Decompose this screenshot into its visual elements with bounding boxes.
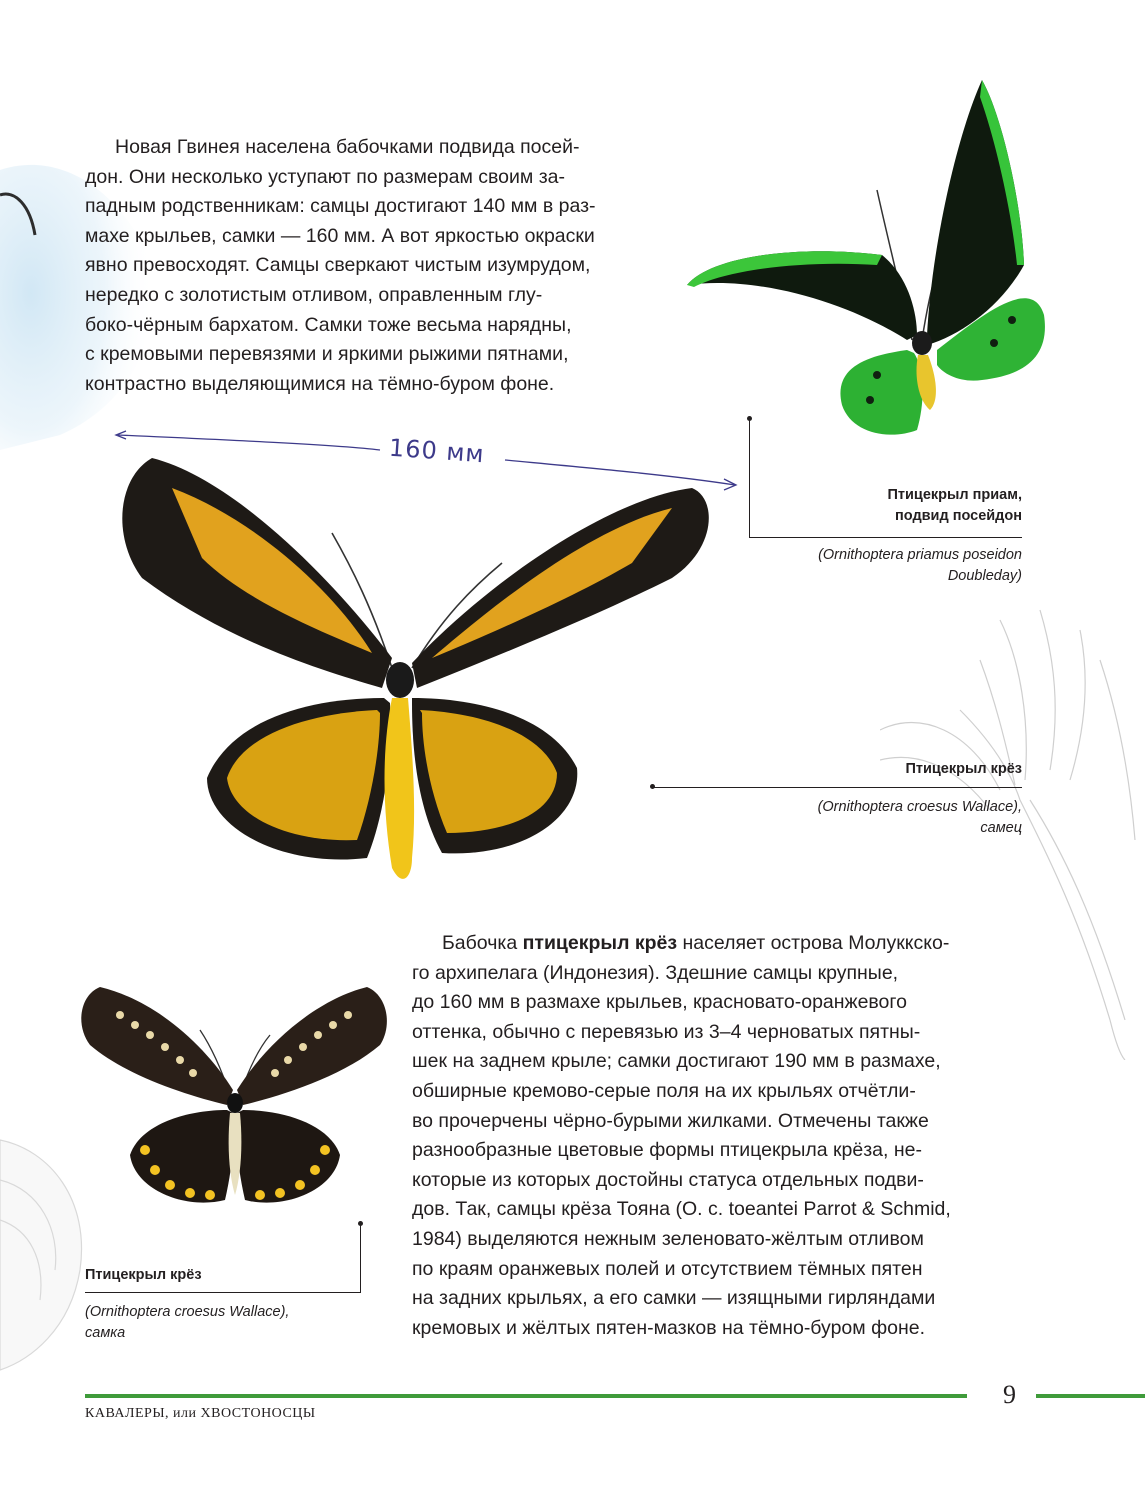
paragraph-line: во прочерчены чёрно-бурыми жилками. Отмечены также [412,1109,929,1132]
paragraph-line: которые из которых достойны статуса отдельных подви- [412,1168,924,1191]
paragraph-line: обширные кремово-серые поля на их крыльях отчётли- [412,1079,916,1102]
paragraph-line: кремовых и жёлтых пятен-мазков на тёмно-буром фоне. [412,1316,926,1339]
paragraph-line: боко-чёрным бархатом. Самки тоже весьма нарядны, [85,313,572,336]
caption-croesus-female-latin [85,1302,365,1344]
priam-butterfly-photo [682,75,1052,445]
caption-latin: (Ornithoptera priamus poseidon [818,547,1022,563]
paragraph-line: до 160 мм в размахе крыльев, красновато-оранжевого [412,991,907,1014]
footer-rule-left [85,1394,967,1398]
caption-priam-latin [750,545,1022,587]
caption-underline [85,1292,361,1293]
croesus-male-butterfly-photo [112,448,722,888]
caption-latin: самец [980,820,1022,836]
paragraph-line: дон. Они несколько уступают по размерам своим за- [85,165,566,188]
paragraph-line: 1984) выделяются нежным зеленовато-жёлтым отливом [412,1227,924,1250]
paragraph-line: махе крыльев, самки — 160 мм. А вот яркостью окраски [85,224,595,247]
paragraph-priam [85,133,669,399]
caption-title: подвид посейдон [895,508,1022,524]
wingspan-measure-label: 160 мм [388,433,486,469]
paragraph-line: разнообразные цветовые формы птицекрыла крёза, не- [412,1139,922,1162]
running-footer-section: КАВАЛЕРЫ, или ХВОСТОНОСЦЫ [85,1406,316,1421]
caption-title: Птицекрыл приам, [887,487,1022,503]
caption-croesus-female-title: Птицекрыл крёз [85,1267,202,1283]
caption-underline [652,787,1022,788]
paragraph-line: на задних крыльях, а его самки — изящными гирляндами [412,1287,936,1310]
paragraph-line: с кремовыми перевязями и яркими рыжими пятнами, [85,343,569,366]
page-number: 9 [1003,1380,1016,1409]
caption-latin: Doubleday) [947,568,1022,584]
caption-pointer-line [360,1224,361,1293]
caption-latin: (Ornithoptera croesus Wallace), [817,799,1022,815]
caption-croesus-male-latin [700,797,1022,839]
paragraph-line: явно превосходят. Самцы сверкают чистым изумрудом, [85,254,591,277]
caption-priam [750,485,1022,527]
paragraph-line: Новая Гвинея населена бабочками подвида посей- [115,136,580,158]
caption-latin: (Ornithoptera croesus Wallace), [85,1304,290,1320]
paragraph-line: дов. Так, самцы крёза Тояна (O. c. toeantei Parrot & Schmid, [412,1198,951,1221]
caption-underline [749,537,1022,538]
paragraph-line: Бабочка птицекрыл крёз населяет острова Молуккско- [442,932,950,954]
paragraph-line: нередко с золотистым отливом, оправленным глу- [85,283,543,306]
highlighted-term: птицекрыл крёз [522,932,678,954]
paragraph-line: контрастно выделяющимися на тёмно-буром фоне. [85,372,555,395]
caption-latin: самка [85,1325,126,1341]
caption-croesus-male-title: Птицекрыл крёз [905,761,1022,777]
paragraph-line: оттенка, обычно с перевязью из 3–4 черноватых пятны- [412,1020,921,1043]
croesus-female-butterfly-photo [75,985,393,1215]
paragraph-line: го архипелага (Индонезия). Здешние самцы крупные, [412,961,899,984]
paragraph-line: падным родственникам: самцы достигают 140 мм в раз- [85,195,596,218]
paragraph-croesus [412,929,1022,1343]
paragraph-line: шек на заднем крыле; самки достигают 190 мм в размахе, [412,1050,941,1073]
footer-rule-right [1036,1394,1145,1398]
paragraph-line: по краям оранжевых полей и отсутствием тёмных пятен [412,1257,923,1280]
